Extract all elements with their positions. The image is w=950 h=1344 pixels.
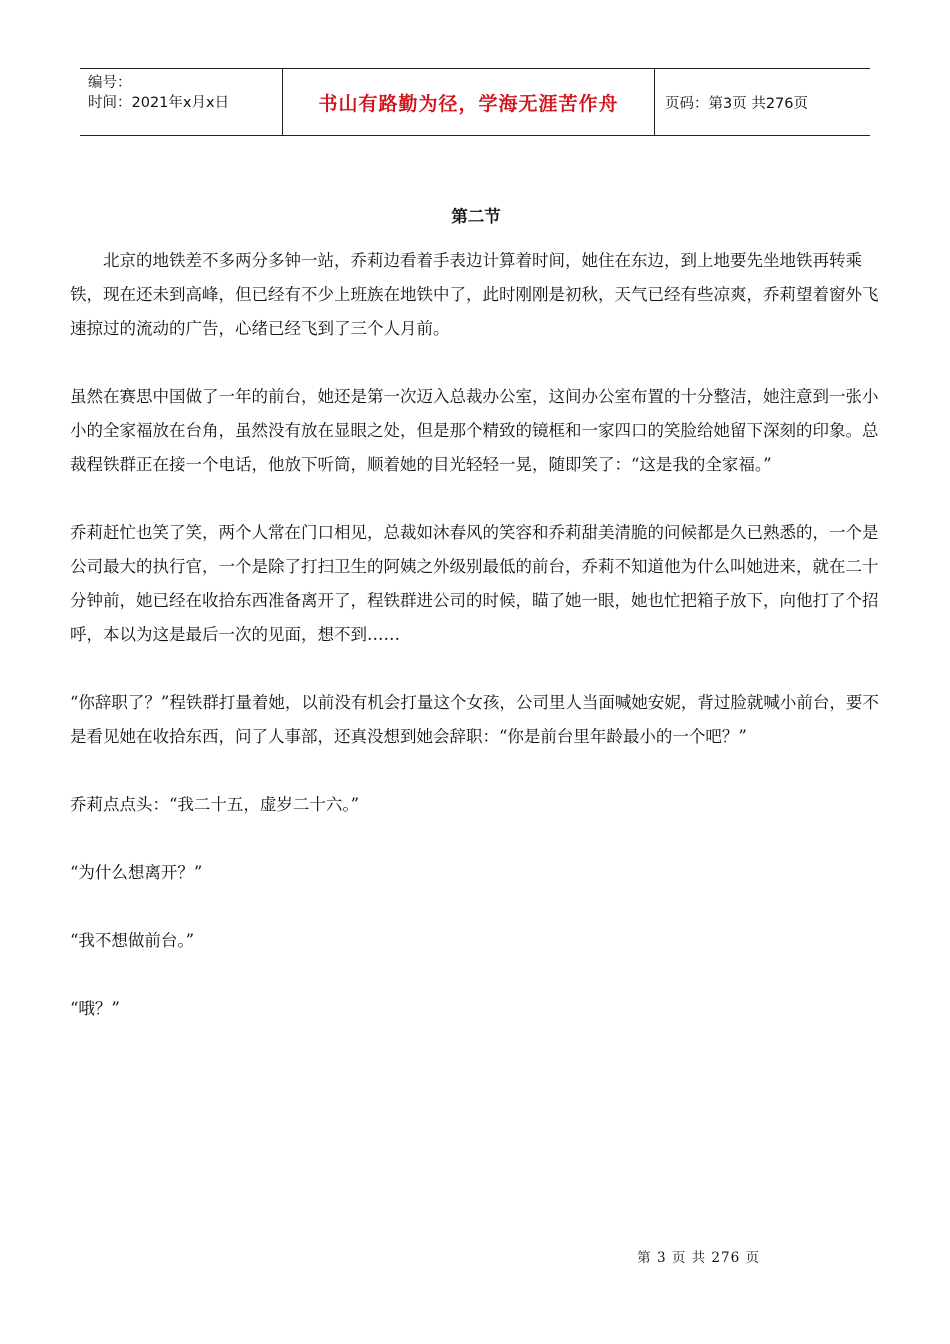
header-motto: 书山有路勤为径，学海无涯苦作舟 [282,69,655,135]
paragraph: “哦？” [70,999,120,1018]
page-footer: 第 3 页 共 276 页 [637,1250,760,1266]
header-page-info: 页码：第3页 共276页 [665,95,809,112]
paragraph: 乔莉赶忙也笑了笑，两个人常在门口相见，总裁如沐春风的笑容和乔莉甜美清脆的问候都是久已熟悉的，一个是公司最大的执行官，一个是除了打扫卫生的阿姨之外级别最低的前台，乔莉不知道他为什么叫她进来，就在二十分钟前，她已经在收拾东西准备离开了，程铁群进公司的时候，瞄了她一眼，她也忙把箱子放下，向他打了个招呼，本以为这是最后一次的见面，想不到…… [70,523,879,644]
header-meta-cell [80,69,282,135]
paragraph: 虽然在赛思中国做了一年的前台，她还是第一次迈入总裁办公室，这间办公室布置的十分整洁，她注意到一张小小的全家福放在台角，虽然没有放在显眼之处，但是那个精致的镜框和一家四口的笑脸给她留下深刻的印象。总裁程铁群正在接一个电话，他放下听筒，顺着她的目光轻轻一晃，随即笑了：“这是我的全家福。” [70,387,879,474]
paragraph: “你辞职了？”程铁群打量着她，以前没有机会打量这个女孩，公司里人当面喊她安妮，背过脸就喊小前台，要不是看见她在收拾东西，问了人事部，还真没想到她会辞职：“你是前台里年龄最小的一个吧？” [70,693,879,746]
document-body [70,200,882,1026]
paragraph: 乔莉点点头：“我二十五，虚岁二十六。” [70,795,360,814]
section-title: 第二节 [451,207,501,226]
page-header [80,68,870,136]
document-number-label: 编号： [88,75,132,91]
document-date-label: 时间：2021年x月x日 [88,95,230,111]
paragraph: “为什么想离开？” [70,863,203,882]
paragraph: 北京的地铁差不多两分多钟一站，乔莉边看着手表边计算着时间，她住在东边，到上地要先坐地铁再转乘铁，现在还未到高峰，但已经有不少上班族在地铁中了，此时刚刚是初秋，天气已经有些凉爽，乔莉望着窗外飞速掠过的流动的广告，心绪已经飞到了三个人月前。 [70,251,879,338]
paragraph: “我不想做前台。” [70,931,195,950]
